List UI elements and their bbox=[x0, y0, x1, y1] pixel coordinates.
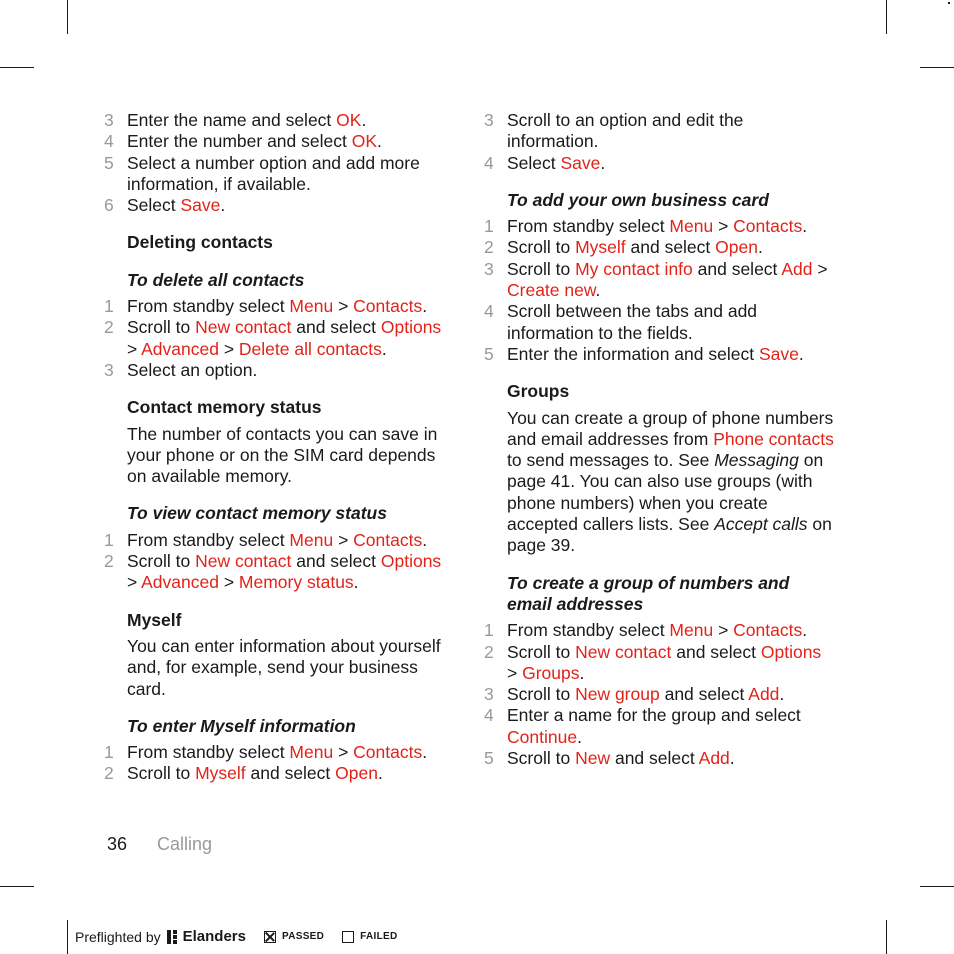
section-heading: Contact memory status bbox=[127, 397, 322, 418]
step-item bbox=[104, 153, 454, 196]
step-number: 5 bbox=[484, 343, 494, 364]
task-heading: To delete all contacts bbox=[127, 269, 305, 290]
step-item bbox=[484, 620, 834, 641]
text-run: and select bbox=[291, 317, 381, 338]
menu-term: Add bbox=[781, 258, 813, 279]
menu-term: Contacts bbox=[733, 216, 803, 237]
menu-term: Add bbox=[748, 684, 780, 705]
body-paragraph bbox=[484, 408, 834, 557]
menu-term: Options bbox=[380, 317, 442, 338]
text-run: Scroll to bbox=[127, 551, 196, 572]
text-run: . bbox=[600, 152, 606, 173]
crop-mark bbox=[0, 67, 34, 68]
passed-checkbox bbox=[264, 931, 276, 943]
text-run: From standby select bbox=[127, 742, 290, 763]
menu-term: Save bbox=[180, 195, 221, 216]
text-run: Scroll to bbox=[127, 763, 196, 784]
menu-term: Create new bbox=[507, 280, 596, 301]
step-number: 3 bbox=[484, 110, 494, 130]
body-paragraph: You can enter information about yourself and, for example, send your business card. bbox=[127, 635, 441, 699]
text-run: Select bbox=[127, 195, 181, 216]
step-list bbox=[104, 296, 454, 381]
task-heading: To create a group of numbers and email addresses bbox=[507, 572, 790, 614]
menu-term: Menu bbox=[289, 529, 334, 550]
menu-term: Memory status bbox=[238, 572, 354, 593]
step-item bbox=[484, 642, 834, 685]
menu-term: Contacts bbox=[353, 529, 423, 550]
step-item bbox=[104, 131, 454, 152]
crop-mark bbox=[920, 67, 954, 68]
step-item bbox=[484, 748, 834, 769]
text-run: . bbox=[377, 763, 383, 784]
step-number: 2 bbox=[484, 237, 494, 258]
step-number: 5 bbox=[104, 152, 114, 173]
step-number: 1 bbox=[104, 296, 114, 317]
text-run: . bbox=[381, 338, 387, 359]
menu-term: Advanced bbox=[141, 572, 219, 593]
elanders-logo-icon bbox=[167, 930, 179, 944]
menu-term: Open bbox=[715, 237, 758, 258]
section-heading: Deleting contacts bbox=[127, 232, 273, 253]
crop-mark bbox=[948, 2, 950, 4]
text-run: You can create a group of phone numbers and email addresses from bbox=[507, 407, 834, 449]
step-list bbox=[484, 110, 834, 174]
step-number: 3 bbox=[104, 359, 114, 380]
text-run: to send messages to. See bbox=[507, 450, 715, 471]
text-run: . bbox=[377, 131, 382, 152]
menu-term: Options bbox=[760, 641, 822, 662]
step-number: 4 bbox=[484, 705, 494, 726]
text-run: and select bbox=[245, 763, 336, 784]
preflight-stamp bbox=[75, 928, 398, 945]
elanders-logo bbox=[167, 928, 246, 945]
text-run: From standby select bbox=[507, 620, 670, 641]
step-item bbox=[484, 301, 834, 344]
menu-term: Options bbox=[380, 551, 442, 572]
text-run: Enter the information and select bbox=[507, 343, 759, 364]
menu-term: Open bbox=[335, 763, 378, 784]
cross-reference: Messaging bbox=[714, 450, 799, 471]
menu-term: New contact bbox=[195, 551, 292, 572]
left-column bbox=[104, 110, 454, 785]
text-run: Scroll to bbox=[507, 641, 576, 662]
menu-term: OK bbox=[336, 110, 362, 130]
text-run: > bbox=[812, 258, 828, 279]
menu-term: Phone contacts bbox=[713, 428, 834, 449]
crop-mark bbox=[0, 886, 34, 887]
text-run: and select bbox=[291, 551, 381, 572]
text-run: and select bbox=[671, 641, 761, 662]
menu-term: Myself bbox=[195, 763, 246, 784]
body-paragraph: The number of contacts you can save in your phone or on the SIM card depends on available memory. bbox=[127, 423, 438, 487]
right-column bbox=[484, 110, 834, 769]
text-run: . bbox=[422, 742, 428, 763]
menu-term: Save bbox=[560, 152, 601, 173]
menu-term: Contacts bbox=[353, 296, 423, 317]
page-footer bbox=[107, 834, 212, 855]
step-item bbox=[484, 684, 834, 705]
menu-term: Save bbox=[758, 343, 799, 364]
step-number: 5 bbox=[484, 748, 494, 769]
text-run: . bbox=[577, 726, 582, 747]
menu-term: Menu bbox=[669, 216, 714, 237]
text-run: and select bbox=[625, 237, 716, 258]
crop-mark bbox=[886, 920, 887, 954]
text-run: > bbox=[507, 662, 523, 683]
step-item bbox=[484, 110, 834, 153]
step-number: 1 bbox=[484, 620, 494, 641]
text-run: > bbox=[333, 529, 354, 550]
step-number: 3 bbox=[484, 684, 494, 705]
step-number: 4 bbox=[104, 131, 114, 152]
crop-mark bbox=[67, 920, 68, 954]
step-item bbox=[104, 195, 454, 216]
text-run: Scroll to bbox=[127, 317, 196, 338]
passed-label: PASSED bbox=[281, 931, 325, 942]
text-run: > bbox=[333, 296, 354, 317]
text-run: Select an option. bbox=[127, 359, 258, 380]
menu-term: Add bbox=[698, 748, 730, 769]
text-run: . bbox=[422, 529, 428, 550]
step-item bbox=[484, 344, 834, 365]
step-number: 3 bbox=[484, 258, 494, 279]
text-run: and select bbox=[610, 748, 699, 769]
menu-term: New bbox=[575, 748, 611, 769]
menu-term: Groups bbox=[522, 662, 580, 683]
text-run: . bbox=[802, 620, 808, 641]
step-number: 4 bbox=[484, 301, 494, 322]
text-run: . bbox=[579, 662, 585, 683]
step-list bbox=[104, 530, 454, 594]
step-number: 2 bbox=[104, 551, 114, 572]
text-run: . bbox=[802, 216, 808, 237]
step-item bbox=[104, 530, 454, 551]
text-run: From standby select bbox=[127, 529, 290, 550]
text-run: on page 39. bbox=[507, 514, 832, 556]
text-run: and select bbox=[659, 684, 749, 705]
step-item bbox=[104, 742, 454, 763]
section-heading: Myself bbox=[127, 609, 182, 630]
step-number: 1 bbox=[104, 529, 114, 550]
step-list bbox=[104, 742, 454, 785]
text-run: . bbox=[798, 343, 804, 364]
task-heading: To view contact memory status bbox=[127, 503, 387, 524]
step-item bbox=[104, 763, 454, 784]
crop-mark bbox=[67, 0, 68, 34]
menu-term: Menu bbox=[289, 296, 334, 317]
menu-term: New group bbox=[575, 684, 660, 705]
text-run: Scroll between the tabs and add information to the fields. bbox=[507, 301, 758, 343]
step-item bbox=[104, 110, 454, 131]
elanders-brand-text: Elanders bbox=[182, 928, 246, 945]
step-number: 2 bbox=[104, 763, 114, 784]
failed-checkbox bbox=[342, 931, 354, 943]
text-run: > bbox=[218, 338, 239, 359]
text-run: > bbox=[333, 742, 354, 763]
cross-reference: Accept calls bbox=[714, 514, 808, 535]
menu-term: My contact info bbox=[575, 258, 693, 279]
text-run: > bbox=[713, 216, 734, 237]
menu-term: Contacts bbox=[353, 742, 423, 763]
text-run: Scroll to bbox=[507, 237, 576, 258]
step-number: 1 bbox=[104, 742, 114, 763]
step-item bbox=[484, 259, 834, 302]
preflight-prefix: Preflighted by bbox=[75, 928, 161, 945]
text-run: Enter the number and select bbox=[127, 131, 352, 152]
step-number: 3 bbox=[104, 110, 114, 130]
section-name: Calling bbox=[157, 834, 213, 854]
step-item bbox=[484, 237, 834, 258]
text-run: Scroll to bbox=[507, 258, 576, 279]
text-run: Enter the name and select bbox=[127, 110, 337, 130]
menu-term: Contacts bbox=[733, 620, 803, 641]
menu-term: Continue bbox=[507, 726, 578, 747]
menu-term: New contact bbox=[195, 317, 292, 338]
menu-term: OK bbox=[351, 131, 378, 152]
menu-term: Menu bbox=[669, 620, 714, 641]
task-heading: To add your own business card bbox=[507, 189, 769, 210]
text-run: and select bbox=[692, 258, 782, 279]
text-run: . bbox=[353, 572, 359, 593]
menu-term: Myself bbox=[575, 237, 626, 258]
text-run: Scroll to an option and edit the information. bbox=[507, 110, 744, 152]
text-run: From standby select bbox=[507, 216, 670, 237]
text-run: . bbox=[422, 296, 428, 317]
menu-term: Delete all contacts bbox=[238, 338, 382, 359]
page-number: 36 bbox=[107, 834, 128, 854]
step-list bbox=[104, 110, 454, 216]
text-run: . bbox=[729, 748, 735, 769]
text-run: From standby select bbox=[127, 296, 290, 317]
text-run: Select bbox=[507, 152, 561, 173]
task-heading: To enter Myself information bbox=[127, 715, 356, 736]
step-item bbox=[484, 216, 834, 237]
step-item bbox=[104, 360, 454, 381]
text-run: . bbox=[220, 195, 226, 216]
step-item bbox=[104, 551, 454, 594]
step-number: 6 bbox=[104, 195, 114, 216]
step-number: 2 bbox=[104, 317, 114, 338]
text-run: Enter a name for the group and select bbox=[507, 705, 801, 726]
step-number: 4 bbox=[484, 152, 494, 173]
text-run: Select a number option and add more information, if available. bbox=[127, 152, 420, 194]
step-list bbox=[484, 620, 834, 769]
step-item bbox=[484, 153, 834, 174]
menu-term: Advanced bbox=[141, 338, 219, 359]
failed-label: FAILED bbox=[360, 931, 398, 942]
text-run: > bbox=[127, 338, 142, 359]
step-item bbox=[104, 317, 454, 360]
crop-mark bbox=[886, 0, 887, 34]
text-run: . bbox=[757, 237, 763, 258]
step-number: 1 bbox=[484, 216, 494, 237]
text-run: . bbox=[779, 684, 785, 705]
step-number: 2 bbox=[484, 641, 494, 662]
text-run: . bbox=[595, 280, 601, 301]
text-run: Scroll to bbox=[507, 684, 576, 705]
text-run: Scroll to bbox=[507, 748, 576, 769]
step-item bbox=[484, 705, 834, 748]
text-run: on page 41. You can also use groups (with phone numbers) when you create accepted callers lists. See bbox=[507, 450, 824, 535]
text-run: > bbox=[218, 572, 239, 593]
step-item bbox=[104, 296, 454, 317]
menu-term: Menu bbox=[289, 742, 334, 763]
text-run: > bbox=[713, 620, 734, 641]
crop-mark bbox=[920, 886, 954, 887]
text-run: . bbox=[361, 110, 367, 130]
section-heading: Groups bbox=[507, 381, 570, 402]
menu-term: New contact bbox=[575, 641, 672, 662]
text-run: > bbox=[127, 572, 142, 593]
step-list bbox=[484, 216, 834, 365]
